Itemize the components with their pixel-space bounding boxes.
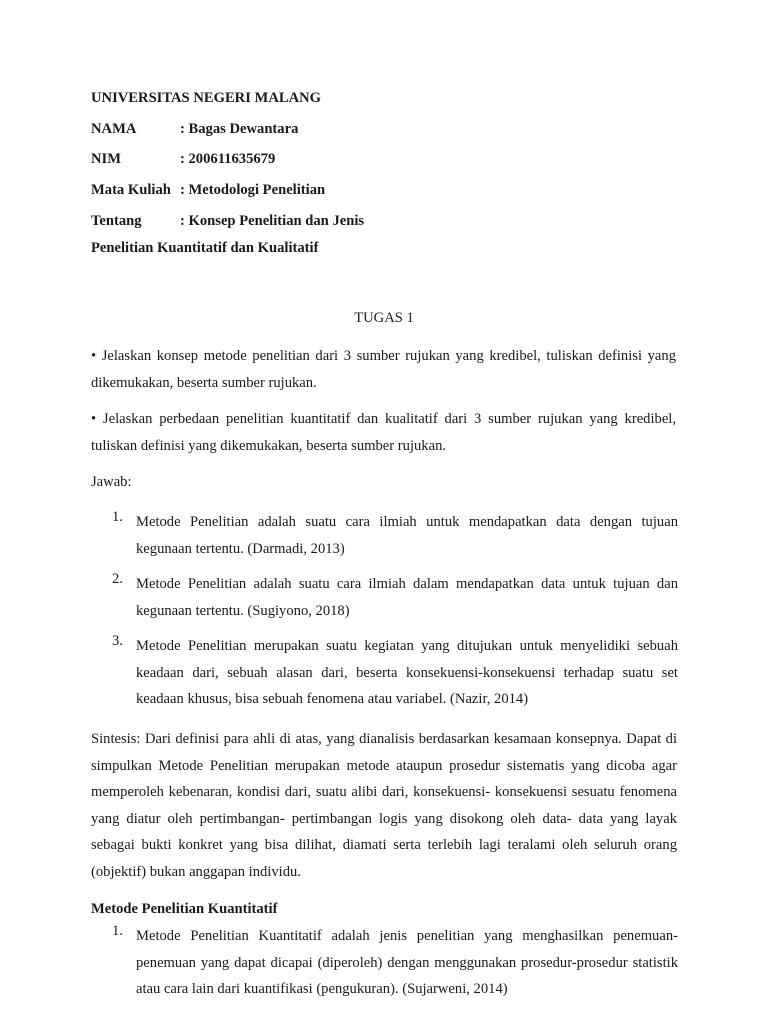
task-2: • Jelaskan perbedaan penelitian kuantitatif dan kualitatif dari 3 sumber rujukan yang kredibel, tuliskan definisi yang dikemukakan, beserta sumber rujukan.	[91, 411, 676, 454]
tentang-value: : Konsep Penelitian dan Jenis	[180, 213, 365, 229]
nama-value: : Bagas Dewantara	[180, 121, 299, 137]
matkul-value: : Metodologi Penelitian	[180, 182, 326, 198]
university-name: UNIVERSITAS NEGERI MALANG	[91, 90, 322, 106]
list-item-number: 1.	[112, 509, 123, 525]
list-item-number: 1.	[112, 923, 123, 939]
list-item-text: Metode Penelitian merupakan suatu kegiatan yang ditujukan untuk menyelidiki sebuah keadaan dari, sebuah alasan dari, beserta konsekuensi-konsekuensi terhadap suatu set keadaan khusus, bisa sebuah fenomena atau variabel. (Nazir, 2014)	[136, 638, 678, 708]
tentang-continuation: Penelitian Kuantitatif dan Kualitatif	[91, 240, 319, 256]
synthesis-paragraph: Sintesis: Dari definisi para ahli di atas, yang dianalisis berdasarkan kesamaan konsepnya. Dapat di simpulkan Metode Penelitian merupakan metode ataupun prosedur sistematis yang dicoba agar memperoleh kebenaran, kondisi dari, suatu alibi dari, konsekuensi- konsekuensi sesuatu fenomena yang diatur oleh pertimbangan- pertimbangan logis yang disokong oleh data- data yang layak sebagai bukti konkret yang bisa dilihat, diamati serta terlebih lagi teralami oleh seluruh orang (objektif) bukan anggapan individu.	[91, 731, 677, 880]
nim-label: NIM	[91, 151, 121, 167]
list-item-text: Metode Penelitian adalah suatu cara ilmiah dalam mendapatkan data untuk tujuan dan kegunaan tertentu. (Sugiyono, 2018)	[136, 576, 678, 619]
list-item-text: Metode Penelitian adalah suatu cara ilmiah untuk mendapatkan data dengan tujuan kegunaan tertentu. (Darmadi, 2013)	[136, 514, 678, 557]
list-item-number: 2.	[112, 571, 123, 587]
answer-label: Jawab:	[91, 474, 132, 490]
tentang-label: Tentang	[91, 213, 142, 229]
matkul-label: Mata Kuliah	[91, 182, 171, 198]
list-item-text: Metode Penelitian Kuantitatif adalah jenis penelitian yang menghasilkan penemuan-penemuan yang dapat dicapai (diperoleh) dengan menggunakan prosedur-prosedur statistik atau cara lain dari kuantifikasi (pengukuran). (Sujarweni, 2014)	[136, 928, 678, 998]
section-heading-quantitative: Metode Penelitian Kuantitatif	[91, 901, 278, 917]
list-item-number: 3.	[112, 633, 123, 649]
task-1: • Jelaskan konsep metode penelitian dari 3 sumber rujukan yang kredibel, tuliskan definisi yang dikemukakan, beserta sumber rujukan.	[91, 348, 676, 391]
assignment-title: TUGAS 1	[354, 310, 414, 326]
nim-value: : 200611635679	[180, 151, 276, 167]
nama-label: NAMA	[91, 121, 137, 137]
